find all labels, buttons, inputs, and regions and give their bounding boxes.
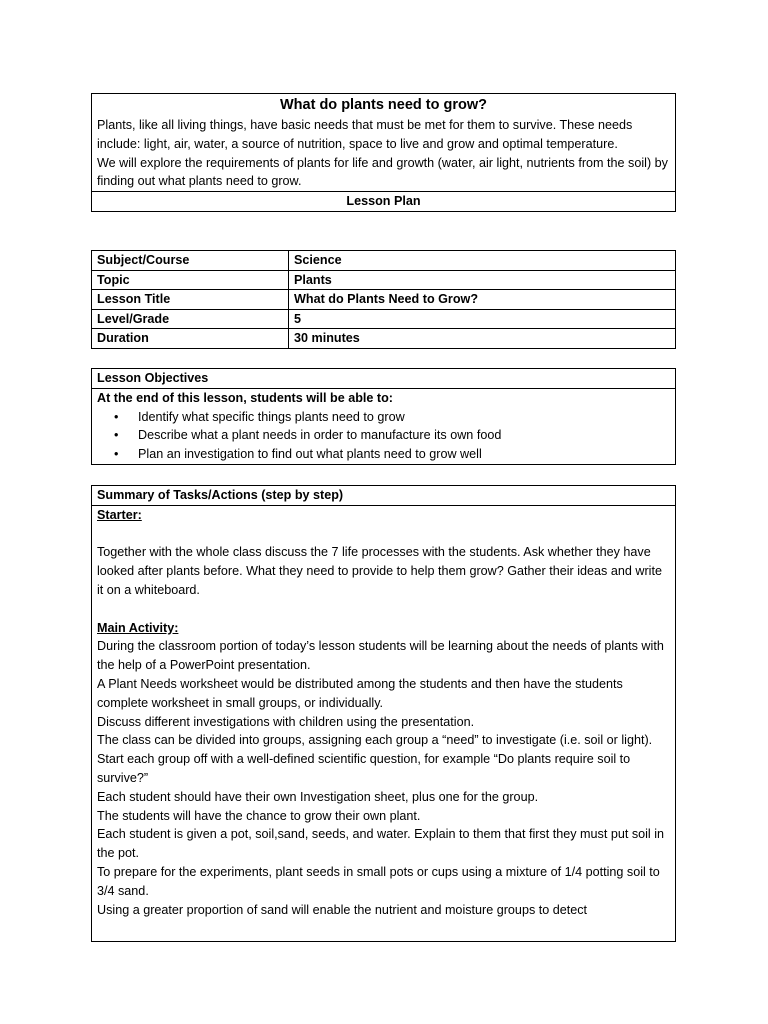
tasks-heading: Summary of Tasks/Actions (step by step) <box>97 488 344 502</box>
detail-label: Duration <box>92 329 289 349</box>
main-activity-line: A Plant Needs worksheet would be distributed among the students and then have the students complete worksheet in small groups, or individually. <box>97 676 623 710</box>
spacer <box>92 525 675 544</box>
table-row <box>92 270 676 290</box>
detail-label: Level/Grade <box>92 309 289 329</box>
main-activity-line: Discuss different investigations with children using the presentation. <box>97 714 475 729</box>
detail-value: 5 <box>289 309 676 329</box>
objective-text: Identify what specific things plants need to grow <box>138 409 405 424</box>
bullet-icon: • <box>114 447 119 462</box>
intro-paragraph-1: Plants, like all living things, have basic needs that must be met for them to survive. These needs include: light, air, water, a source of nutrition, space to live and grow and optimal temperature. <box>97 118 633 151</box>
main-activity-line: Using a greater proportion of sand will enable the nutrient and moisture groups to detect <box>97 902 588 917</box>
main-activity-line: The students will have the chance to grow their own plant. <box>97 808 421 823</box>
detail-value: Plants <box>289 270 676 290</box>
main-activity-line: Each student is given a pot, soil,sand, seeds, and water. Explain to them that first they must put soil in the pot. <box>97 827 665 861</box>
objectives-list <box>92 408 675 464</box>
detail-value: Science <box>289 251 676 271</box>
details-table <box>91 250 676 349</box>
starter-label: Starter: <box>97 507 142 522</box>
main-activity-line: During the classroom portion of today’s lesson students will be learning about the needs of plants with the help of a PowerPoint presentation. <box>97 639 664 673</box>
objectives-box <box>91 368 676 465</box>
bullet-icon: • <box>114 409 119 424</box>
objective-text: Plan an investigation to find out what plants need to grow well <box>138 447 482 462</box>
list-item <box>92 426 675 445</box>
table-row <box>92 309 676 329</box>
intro-paragraph-2: We will explore the requirements of plants for life and growth (water, air light, nutrients from the soil) by finding out what plants need to grow. <box>97 155 668 189</box>
page-title: What do plants need to grow? <box>279 97 487 113</box>
main-activity-line: To prepare for the experiments, plant seeds in small pots or cups using a mixture of 1/4 potting soil to 3/4 sand. <box>97 864 660 898</box>
table-row <box>92 251 676 271</box>
main-activity-line: The class can be divided into groups, assigning each group a “need” to investigate (i.e. soil or light). Start each group off with a well-defined scientific question, for example “Do plants require soil to survive?” <box>97 733 653 785</box>
main-activity-line: Each student should have their own Investigation sheet, plus one for the group. <box>97 789 539 804</box>
objectives-heading: Lesson Objectives <box>97 371 209 385</box>
main-activity-label: Main Activity: <box>97 620 179 635</box>
list-item <box>92 445 675 464</box>
list-item <box>92 408 675 427</box>
detail-label: Subject/Course <box>92 251 289 271</box>
detail-label: Topic <box>92 270 289 290</box>
detail-value: What do Plants Need to Grow? <box>289 290 676 310</box>
objective-text: Describe what a plant needs in order to manufacture its own food <box>138 428 502 443</box>
tasks-box <box>91 485 676 942</box>
detail-label: Lesson Title <box>92 290 289 310</box>
spacer <box>92 600 675 619</box>
objectives-intro: At the end of this lesson, students will be able to: <box>92 388 675 408</box>
table-row <box>92 329 676 349</box>
lesson-plan-label: Lesson Plan <box>92 191 675 211</box>
table-row <box>92 290 676 310</box>
bullet-icon: • <box>114 428 119 443</box>
tasks-body <box>92 505 675 941</box>
starter-text: Together with the whole class discuss the 7 life processes with the students. Ask whether they have looked after plants before. What they need to provide to help them grow? Gather their ideas and write it on a whiteboard. <box>97 545 662 597</box>
intro-box <box>91 93 676 212</box>
detail-value: 30 minutes <box>289 329 676 349</box>
